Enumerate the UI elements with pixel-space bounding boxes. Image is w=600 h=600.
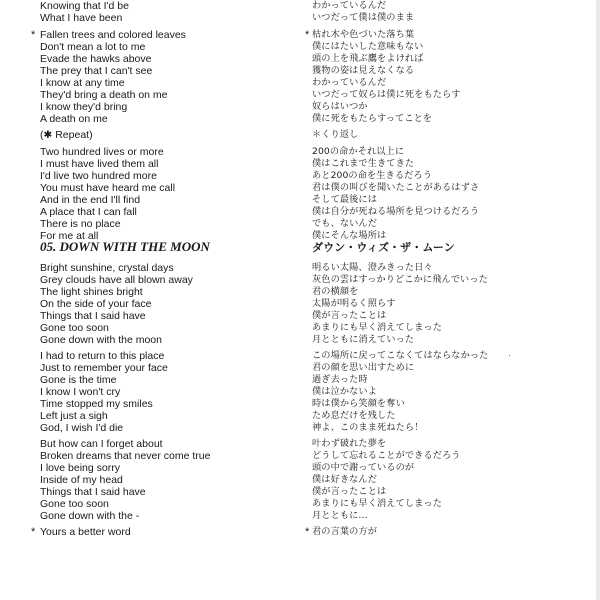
japanese-line: 灰色の雲はすっかりどこかに飛んでいった	[312, 274, 488, 285]
english-line: God, I wish I'd die	[40, 422, 124, 434]
english-line: I know they'd bring	[40, 101, 128, 113]
english-line: For me at all	[40, 230, 99, 242]
japanese-line: 神よ、このまま死ねたら！	[312, 422, 424, 433]
english-line: Inside of my head	[40, 474, 123, 486]
english-line: A death on me	[40, 113, 108, 125]
english-line: Gone too soon	[40, 498, 109, 510]
english-line: What I have been	[40, 12, 123, 24]
japanese-line: 僕が言ったことは	[312, 486, 387, 497]
japanese-line: 獲物の姿は見えなくなる	[312, 65, 415, 76]
english-line: Just to remember your face	[40, 362, 168, 374]
english-line: Left just a sigh	[40, 410, 108, 422]
english-line: The prey that I can't see	[40, 65, 153, 77]
english-line: Gone down with the -	[40, 510, 140, 522]
english-line: I had to return to this place	[40, 350, 165, 362]
chorus-asterisk: *	[305, 29, 310, 41]
japanese-line: 時は僕から笑顔を奪い	[312, 398, 405, 409]
english-line: A place that I can fall	[40, 206, 137, 218]
japanese-line: そして最後には	[312, 194, 378, 205]
english-line: Gone down with the moon	[40, 334, 162, 346]
japanese-line: 頭の上を飛ぶ鷹をよければ	[312, 53, 424, 64]
page-edge	[596, 0, 600, 600]
japanese-line: いつだって僕は僕のまま	[312, 12, 415, 23]
japanese-line: 君の顔を思い出すために	[312, 362, 415, 373]
japanese-line: わかっているんだ	[312, 0, 387, 11]
japanese-line: 僕が言ったことは	[312, 310, 387, 321]
english-line: But how can I forget about	[40, 438, 163, 450]
japanese-line: わかっているんだ	[312, 77, 387, 88]
english-line: Yours a better word	[40, 526, 131, 538]
japanese-line: 枯れ木や色づいた落ち葉	[312, 29, 415, 40]
scan-speck: ·	[508, 350, 511, 360]
japanese-line: 君の横顔を	[312, 286, 359, 297]
english-line: Two hundred lives or more	[40, 146, 164, 158]
japanese-line: 叶わず破れた夢を	[312, 438, 387, 449]
english-line: Grey clouds have all blown away	[40, 274, 193, 286]
english-line: They'd bring a death on me	[40, 89, 168, 101]
english-line: Time stopped my smiles	[40, 398, 153, 410]
japanese-song-title: ダウン・ウィズ・ザ・ムーン	[312, 241, 455, 254]
english-line: Don't mean a lot to me	[40, 41, 146, 53]
japanese-line: ため息だけを残した	[312, 410, 396, 421]
english-line: I love being sorry	[40, 462, 120, 474]
japanese-line: あまりにも早く消えてしまった	[312, 322, 443, 333]
chorus-asterisk: *	[31, 29, 36, 41]
english-line: Things that I said have	[40, 310, 146, 322]
english-line: Broken dreams that never come true	[40, 450, 211, 462]
chorus-asterisk: *	[305, 526, 310, 538]
japanese-line: どうして忘れることができるだろう	[312, 450, 461, 461]
japanese-line: あと200の命を生きるだろう	[312, 170, 432, 181]
japanese-line: 奴らはいつか	[312, 101, 368, 112]
english-line: I know at any time	[40, 77, 125, 89]
english-line: I know I won't cry	[40, 386, 121, 398]
japanese-line: 月とともに消えていった	[312, 334, 415, 345]
english-line: (✱ Repeat)	[40, 129, 93, 141]
japanese-line: この場所に戻ってこなくてはならなかった	[312, 350, 489, 361]
japanese-line: 僕にはたいした意味もない	[312, 41, 424, 52]
english-line: Gone is the time	[40, 374, 117, 386]
english-line: On the side of your face	[40, 298, 152, 310]
english-line: You must have heard me call	[40, 182, 176, 194]
english-line: I must have lived them all	[40, 158, 159, 170]
english-line: Knowing that I'd be	[40, 0, 129, 12]
english-line: Fallen trees and colored leaves	[40, 29, 186, 41]
english-line: There is no place	[40, 218, 121, 230]
japanese-line: 明るい太陽、澄みきった日々	[312, 262, 433, 273]
english-line: Gone too soon	[40, 322, 109, 334]
japanese-line: でも、ないんだ	[312, 218, 378, 229]
english-song-title: 05. DOWN WITH THE MOON	[40, 239, 210, 254]
japanese-line: 僕に死をもたらすってことを	[312, 113, 433, 124]
japanese-line: 君は僕の叫びを聞いたことがあるはずさ	[312, 182, 480, 193]
japanese-line: 僕は自分が死ねる場所を見つけるだろう	[312, 206, 480, 217]
japanese-line: 僕にそんな場所は	[312, 230, 387, 241]
japanese-line: 太陽が明るく照らす	[312, 298, 396, 309]
chorus-asterisk: *	[31, 526, 36, 538]
japanese-line: 僕は泣かないよ	[312, 386, 378, 397]
english-line: Evade the hawks above	[40, 53, 152, 65]
japanese-line: 僕はこれまで生きてきた	[312, 158, 415, 169]
japanese-line: 200の命かそれ以上に	[312, 146, 405, 157]
english-line: Things that I said have	[40, 486, 146, 498]
japanese-line: 君の言葉の方が	[312, 526, 378, 537]
japanese-line: 僕は好きなんだ	[312, 474, 378, 485]
japanese-line: 頭の中で謝っているのが	[312, 462, 415, 473]
english-line: The light shines bright	[40, 286, 143, 298]
english-line: I'd live two hundred more	[40, 170, 157, 182]
japanese-line: 過ぎ去った時	[312, 374, 368, 385]
english-line: Bright sunshine, crystal days	[40, 262, 174, 274]
japanese-line: あまりにも早く消えてしまった	[312, 498, 443, 509]
english-line: And in the end I'll find	[40, 194, 141, 206]
japanese-line: ＊くり返し	[312, 129, 359, 140]
japanese-line: 月とともに…	[312, 510, 368, 521]
japanese-line: いつだって奴らは僕に死をもたらす	[312, 89, 461, 100]
